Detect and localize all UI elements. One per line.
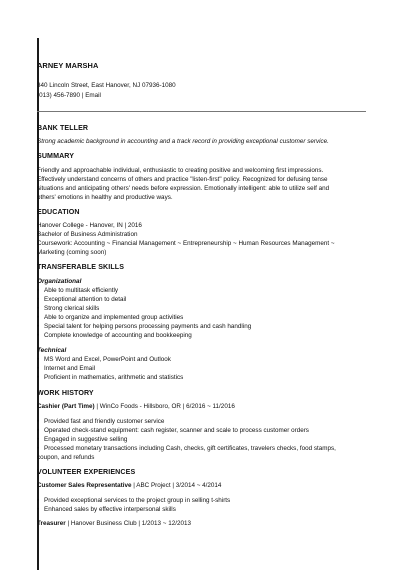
volunteer-role-title: Customer Sales Representative: [37, 482, 132, 489]
job-duty: • Processed monetary transactions including Cash, checks, gift certificates, travelers checks, food stamps,: [37, 445, 336, 453]
job-duty: • Engaged in suggestive selling: [37, 436, 127, 444]
technical-label: Technical: [37, 347, 67, 354]
skill-item: • Exceptional attention to detail: [37, 296, 126, 304]
address-line: 340 Lincoln Street, East Hanover, NJ 07936-1080: [37, 82, 176, 89]
volunteer-role-header: [37, 520, 191, 528]
summary-line: situations and anticipating others' needs before expression. Emotionally intelligent: able to utilize self and: [37, 185, 330, 192]
education-line: Marketing (coming soon): [37, 249, 107, 256]
skills-heading: TRANSFERABLE SKILLS: [37, 263, 125, 271]
volunteer-role-header: [37, 482, 221, 490]
summary-line: Friendly and approachable individual, enthusiastic to creating positive and welcoming first impressions.: [37, 167, 324, 174]
job-title-text: Cashier (Part Time): [37, 403, 95, 410]
skill-item: • Special talent for helping persons processing payments and cash handling: [37, 323, 251, 331]
volunteer-role-title: Treasurer: [37, 520, 66, 527]
volunteer-role-details: | Hanover Business Club | 1/2013 ~ 12/2013: [65, 520, 191, 527]
volunteer-duty: • Provided exceptional services to the project group in selling t-shirts: [37, 497, 230, 505]
skill-item: • Able to organize and implemented group activities: [37, 314, 183, 322]
volunteer-role-details: | ABC Project | 3/2014 ~ 4/2014: [131, 482, 222, 489]
job-header: [37, 403, 235, 411]
skill-item: • Proficient in mathematics, arithmetic and statistics: [37, 374, 183, 382]
header-divider: [37, 111, 366, 112]
job-duty-continued: coupon, and refunds: [37, 454, 95, 461]
skill-item: • Internet and Email: [37, 365, 95, 373]
summary-line: others' emotions in healthy and productive ways.: [37, 194, 173, 201]
contact-line[interactable]: (013) 456-7890 | Email: [37, 92, 101, 99]
education-line: Hanover College - Hanover, IN | 2016: [37, 222, 142, 229]
candidate-name: ARNEY MARSHA: [37, 61, 99, 70]
skill-item: • Able to multitask efficiently: [37, 287, 118, 295]
job-duty: • Provided fast and friendly customer service: [37, 418, 164, 426]
skill-item: • Complete knowledge of accounting and bookkeeping: [37, 332, 192, 340]
tagline: Strong academic background in accounting and a track record in providing exceptional customer service.: [37, 138, 329, 145]
education-heading: EDUCATION: [37, 208, 80, 216]
skill-item: • Strong clerical skills: [37, 305, 99, 313]
summary-line: Effectively understand concerns of others and practice "listen-first" policy. Recognized for defusing tense: [37, 176, 328, 183]
volunteer-heading: VOLUNTEER EXPERIENCES: [37, 468, 136, 476]
work-heading: WORK HISTORY: [37, 389, 94, 397]
job-duty: • Operated check-stand equipment: cash register, scanner and scale to process customer orders: [37, 427, 309, 435]
skill-item: • MS Word and Excel, PowerPoint and Outlook: [37, 356, 171, 364]
education-line: Coursework: Accounting ~ Financial Management ~ Entrepreneurship ~ Human Resources Management ~: [37, 240, 335, 247]
summary-heading: SUMMARY: [37, 152, 75, 160]
job-details: | WinCo Foods - Hillsboro, OR | 6/2016 ~ 11/2016: [94, 403, 235, 410]
job-title: BANK TELLER: [37, 124, 89, 132]
volunteer-duty: • Enhanced sales by effective interpersonal skills: [37, 506, 176, 514]
organizational-label: Organizational: [37, 278, 82, 285]
education-line: Bachelor of Business Administration: [37, 231, 138, 238]
